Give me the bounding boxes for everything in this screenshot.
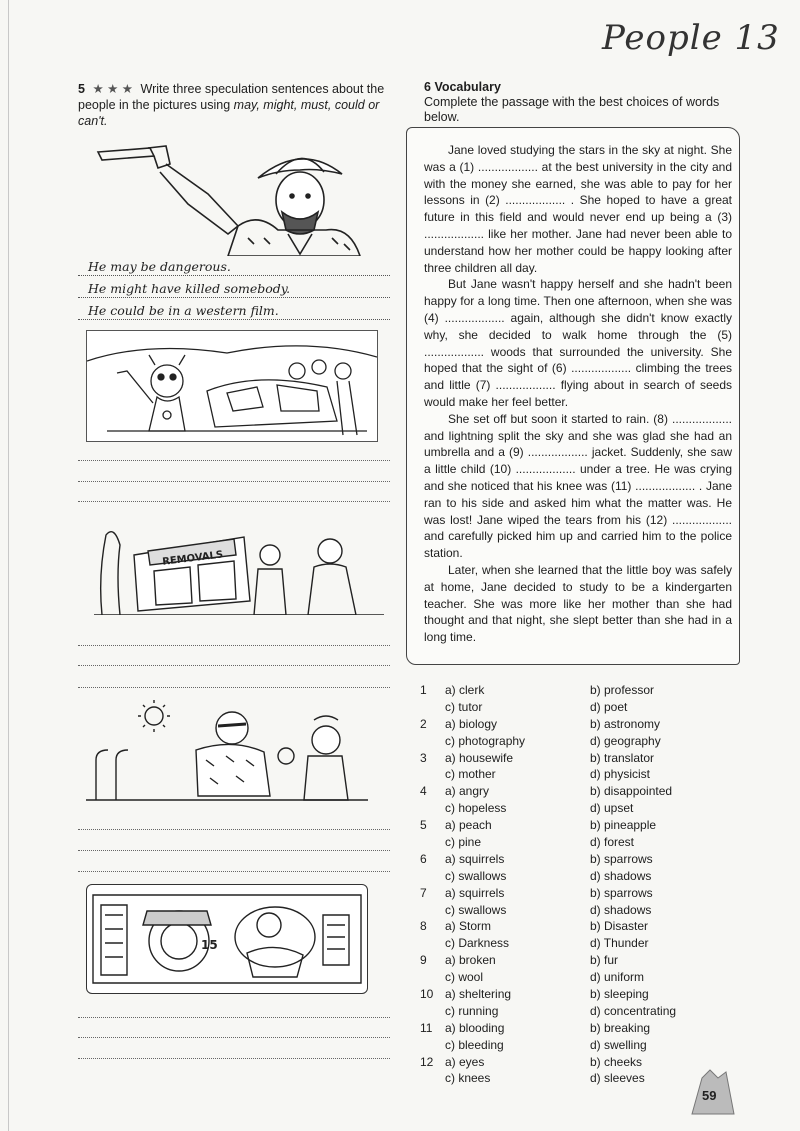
option-row bbox=[418, 1037, 718, 1054]
option-row bbox=[418, 885, 718, 902]
page-title: People 13 bbox=[602, 18, 780, 58]
option-b[interactable]: b) sleeping bbox=[590, 987, 649, 1002]
option-row bbox=[418, 699, 718, 716]
option-b[interactable]: b) translator bbox=[590, 750, 655, 765]
option-c[interactable]: c) swallows bbox=[445, 902, 507, 917]
option-b[interactable]: b) Disaster bbox=[590, 919, 649, 934]
option-b[interactable]: b) sparrows bbox=[590, 851, 653, 866]
answer-line[interactable] bbox=[78, 459, 390, 461]
option-d[interactable]: d) shadows bbox=[590, 868, 652, 883]
option-b[interactable]: b) cheeks bbox=[590, 1054, 643, 1069]
option-row bbox=[418, 918, 718, 935]
option-a[interactable]: a) peach bbox=[445, 818, 492, 833]
option-number: 8 bbox=[420, 919, 427, 934]
exercise-title: Vocabulary bbox=[434, 80, 501, 94]
option-c[interactable]: c) running bbox=[445, 1003, 499, 1018]
option-d[interactable]: d) Thunder bbox=[590, 936, 649, 951]
car-number-text: 15 bbox=[201, 938, 218, 952]
option-row bbox=[418, 952, 718, 969]
answer-line[interactable] bbox=[78, 870, 390, 872]
option-d[interactable]: d) forest bbox=[590, 835, 635, 850]
answer-line[interactable] bbox=[78, 664, 390, 666]
option-row bbox=[418, 750, 718, 767]
example-answer-3: He could be in a western film. bbox=[78, 302, 390, 320]
option-a[interactable]: a) broken bbox=[445, 953, 496, 968]
exercise-instruction: Complete the passage with the best choices of words below. bbox=[424, 95, 720, 124]
option-row bbox=[418, 682, 718, 699]
removals-illustration bbox=[94, 515, 384, 615]
option-c[interactable]: c) Darkness bbox=[445, 936, 510, 951]
option-b[interactable]: b) professor bbox=[590, 683, 655, 697]
option-row bbox=[418, 1003, 718, 1020]
option-d[interactable]: d) upset bbox=[590, 801, 634, 816]
option-b[interactable]: b) breaking bbox=[590, 1020, 651, 1035]
option-number: 5 bbox=[420, 818, 427, 833]
option-number: 7 bbox=[420, 885, 427, 900]
answer-options bbox=[418, 682, 718, 1087]
alien-festival-picture bbox=[86, 330, 378, 442]
answer-line[interactable] bbox=[78, 500, 390, 502]
option-row bbox=[418, 935, 718, 952]
beach-illustration bbox=[86, 700, 368, 805]
difficulty-stars-icon: ★ ★ ★ bbox=[92, 82, 134, 96]
instruction-text: Write three speculation sentences about the people in the pictures using bbox=[78, 82, 385, 112]
passage-paragraph: Jane loved studying the stars in the sky at night. She was a (1) .................. at the best university in the city and with the money she earned, she was able to pay for her lessons in (2) .................. . She hoped to have a great future in this field and would never end up being a (3) .................. like her mother. Jane had never been able to understand how her mother could be happy looking after three children all day. bbox=[424, 143, 732, 275]
option-d[interactable]: d) concentrating bbox=[590, 1003, 677, 1018]
option-c[interactable]: c) pine bbox=[445, 835, 482, 850]
option-c[interactable]: c) tutor bbox=[445, 699, 483, 714]
removals-sign-text: REMOVALS bbox=[161, 549, 224, 568]
option-number: 3 bbox=[420, 750, 427, 765]
answer-line[interactable] bbox=[78, 1036, 390, 1038]
option-number: 2 bbox=[420, 716, 427, 731]
option-number: 1 bbox=[420, 683, 427, 697]
option-a[interactable]: a) squirrels bbox=[445, 885, 505, 900]
answer-line[interactable] bbox=[78, 1016, 390, 1018]
beach-picture bbox=[86, 700, 368, 805]
removals-picture bbox=[94, 515, 384, 615]
option-row bbox=[418, 902, 718, 919]
option-d[interactable]: d) geography bbox=[590, 733, 661, 748]
option-a[interactable]: a) sheltering bbox=[445, 987, 512, 1002]
option-number: 4 bbox=[420, 784, 427, 799]
option-row bbox=[418, 969, 718, 986]
option-row bbox=[418, 986, 718, 1003]
option-row bbox=[418, 851, 718, 868]
option-d[interactable]: d) sleeves bbox=[590, 1071, 645, 1086]
option-a[interactable]: a) housewife bbox=[445, 750, 514, 765]
passage-paragraph: But Jane wasn't happy herself and she hadn't been happy for a long time. Then one afternoon, when she was (4) .................. again, although she didn't know exactly why, she decided to walk home through the (5) .................. woods that surrounded the university. She hoped that the sight of (6) .................. climbing the trees and little (7) .................. flying about in search of seeds would make her feel better. bbox=[424, 277, 732, 409]
option-row bbox=[418, 1020, 718, 1037]
option-row bbox=[418, 766, 718, 783]
option-d[interactable]: d) shadows bbox=[590, 902, 652, 917]
option-c[interactable]: c) swallows bbox=[445, 868, 507, 883]
passage-paragraph: She set off but soon it started to rain. (8) .................. and lightning split the sky and she was glad she had an umbrella and a (9) .................. jacket. Suddenly, she saw a little child (10) .................. under a tree. He was crying and she noticed that his knee was (11) .................. . Jane ran to his side and asked him what the matter was. He was lost! Jane wiped the tears from his (12) .................. and carefully picked him up and carried him to the police station. bbox=[424, 411, 732, 561]
cowboy-picture bbox=[88, 134, 368, 256]
option-a[interactable]: a) squirrels bbox=[445, 851, 505, 866]
option-row bbox=[418, 817, 718, 834]
option-b[interactable]: b) sparrows bbox=[590, 885, 653, 900]
option-b[interactable]: b) pineapple bbox=[590, 818, 657, 833]
option-b[interactable]: b) disappointed bbox=[590, 784, 673, 799]
option-c[interactable]: c) wool bbox=[445, 970, 484, 985]
passage-paragraph: Later, when she learned that the little boy was safely at home, Jane decided to study to be a kindergarten teacher. She was more like her mother than she had thought and that night, she slept better than she had in a long time. bbox=[424, 562, 732, 645]
option-a[interactable]: a) blooding bbox=[445, 1020, 505, 1035]
option-d[interactable]: d) swelling bbox=[590, 1037, 647, 1052]
race-car-picture bbox=[86, 884, 368, 994]
option-row bbox=[418, 834, 718, 851]
page-edge-line bbox=[8, 0, 9, 1131]
option-row bbox=[418, 733, 718, 750]
option-row bbox=[418, 1054, 718, 1071]
option-row bbox=[418, 800, 718, 817]
reading-passage bbox=[424, 142, 732, 646]
option-a[interactable]: a) eyes bbox=[445, 1054, 485, 1069]
example-answer-1: He may be dangerous. bbox=[78, 258, 390, 276]
exercise-5-instruction bbox=[78, 81, 388, 129]
option-row bbox=[418, 716, 718, 733]
answer-line[interactable] bbox=[78, 1057, 390, 1059]
option-number: 6 bbox=[420, 851, 427, 866]
option-a[interactable]: a) angry bbox=[445, 784, 490, 799]
page-number: 59 bbox=[702, 1088, 717, 1103]
answer-line[interactable] bbox=[78, 849, 390, 851]
option-d[interactable]: d) poet bbox=[590, 699, 628, 714]
option-number: 12 bbox=[420, 1054, 434, 1069]
answer-line[interactable] bbox=[78, 480, 390, 482]
option-c[interactable]: c) bleeding bbox=[445, 1037, 504, 1052]
page-number-badge bbox=[688, 1068, 736, 1116]
answer-line[interactable] bbox=[78, 644, 390, 646]
example-answer-2: He might have killed somebody. bbox=[78, 280, 390, 298]
option-row bbox=[418, 1070, 718, 1087]
exercise-number: 6 bbox=[424, 80, 431, 94]
option-number: 11 bbox=[420, 1020, 433, 1035]
option-d[interactable]: d) physicist bbox=[590, 767, 651, 782]
option-b[interactable]: b) astronomy bbox=[590, 716, 661, 731]
answer-line[interactable] bbox=[78, 686, 390, 688]
option-d[interactable]: d) uniform bbox=[590, 970, 645, 985]
option-number: 10 bbox=[420, 987, 434, 1002]
option-c[interactable]: c) hopeless bbox=[445, 801, 507, 816]
option-c[interactable]: c) photography bbox=[445, 733, 526, 748]
cowboy-illustration bbox=[88, 134, 368, 256]
race-car-illustration bbox=[87, 885, 367, 993]
option-c[interactable]: c) knees bbox=[445, 1071, 491, 1086]
option-a[interactable]: a) biology bbox=[445, 716, 498, 731]
instruction-modal-verbs: may, might, must, could or can't. bbox=[78, 98, 380, 128]
option-c[interactable]: c) mother bbox=[445, 767, 496, 782]
option-b[interactable]: b) fur bbox=[590, 953, 619, 968]
exercise-number: 5 bbox=[78, 82, 85, 96]
alien-illustration bbox=[87, 331, 377, 441]
option-row bbox=[418, 783, 718, 800]
option-a[interactable]: a) clerk bbox=[445, 683, 485, 697]
option-a[interactable]: a) Storm bbox=[445, 919, 492, 934]
option-row bbox=[418, 868, 718, 885]
exercise-6-heading bbox=[424, 80, 744, 125]
option-number: 9 bbox=[420, 953, 427, 968]
answer-line[interactable] bbox=[78, 828, 390, 830]
